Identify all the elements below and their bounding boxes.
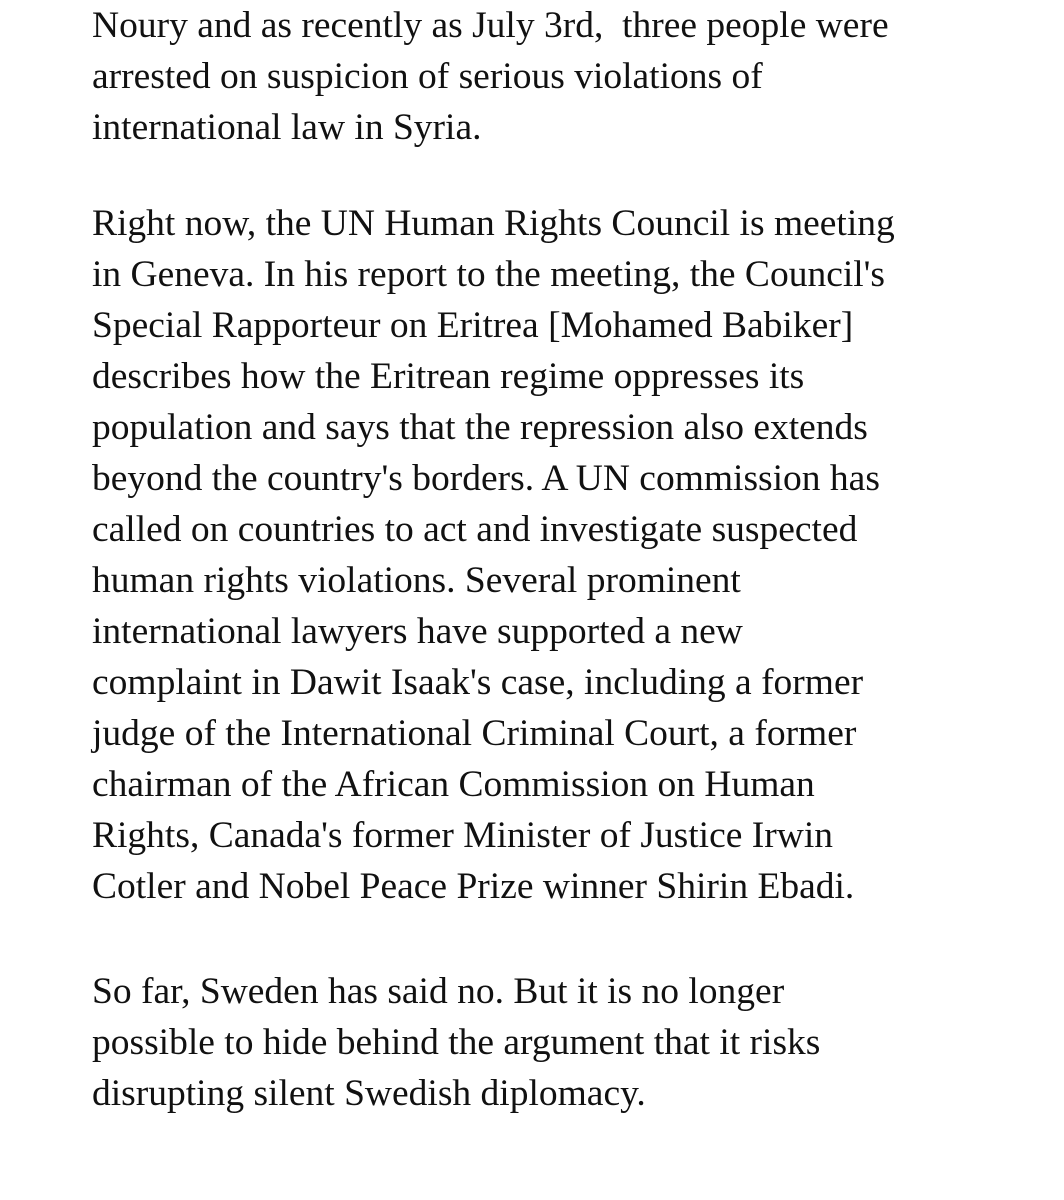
text-line: Rights, Canada's former Minister of Justice Irwin: [92, 815, 833, 856]
text-line: judge of the International Criminal Court, a former: [92, 713, 857, 754]
text-line: Special Rapporteur on Eritrea [Mohamed Babiker]: [92, 305, 854, 346]
paragraph-sweden-response: [92, 966, 820, 1119]
text-line: chairman of the African Commission on Human: [92, 764, 815, 805]
text-line: in Geneva. In his report to the meeting, the Council's: [92, 254, 886, 295]
text-line: Cotler and Nobel Peace Prize winner Shirin Ebadi.: [92, 866, 855, 907]
text-line: possible to hide behind the argument that it risks: [92, 1022, 821, 1063]
text-line: disrupting silent Swedish diplomacy.: [92, 1073, 646, 1114]
text-line: human rights violations. Several prominent: [92, 560, 741, 601]
paragraph-un-human-rights-council: [92, 198, 895, 912]
text-line: describes how the Eritrean regime oppresses its: [92, 356, 805, 397]
text-line: called on countries to act and investigate suspected: [92, 509, 858, 550]
text-line: Noury and as recently as July 3rd, three people were: [92, 5, 889, 46]
text-line: complaint in Dawit Isaak's case, including a former: [92, 662, 864, 703]
text-line: beyond the country's borders. A UN commission has: [92, 458, 880, 499]
text-line: international law in Syria.: [92, 107, 482, 148]
text-line: population and says that the repression also extends: [92, 407, 868, 448]
text-line: international lawyers have supported a new: [92, 611, 743, 652]
text-line: Right now, the UN Human Rights Council is meeting: [92, 203, 895, 244]
text-line: arrested on suspicion of serious violations of: [92, 56, 763, 97]
paragraph-syria-arrests: [92, 0, 889, 153]
text-line: So far, Sweden has said no. But it is no longer: [92, 971, 785, 1012]
